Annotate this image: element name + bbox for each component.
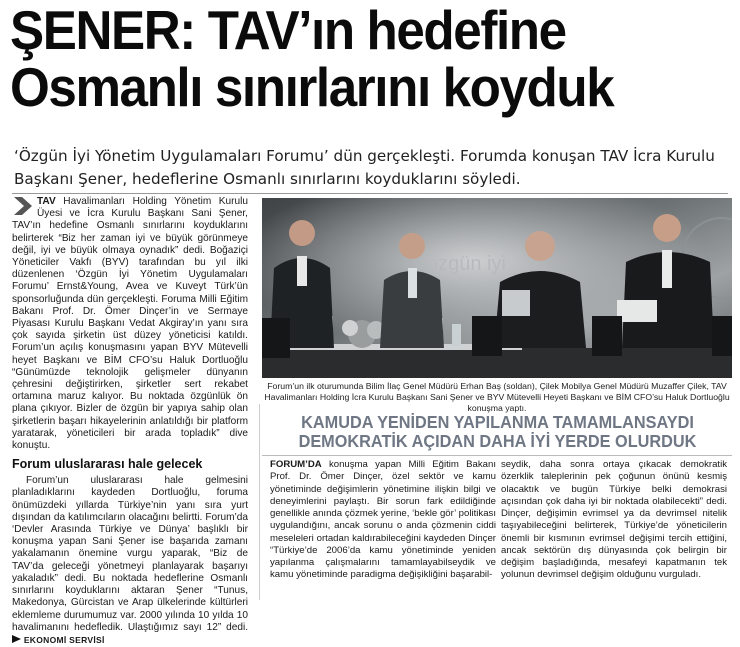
- article-subhead: Forum uluslararası hale gelecek: [12, 457, 203, 472]
- box-headline: [281, 413, 713, 451]
- headline: [10, 2, 681, 116]
- article-lead: TAV: [37, 196, 56, 207]
- box-body-1: konuşma yapan Milli Eğitim Bakanı Prof. Dr. Ömer Dinçer, özel sektör ve kamu yönetiminde değişimlerin yönetimine ilişkin bilgi ve deneyimlerini paylaştı. Bir sorun fark edildiğinde genellikle anında çözmek yerine, ‘bekle gör’ politikası uygulandığını, ancak sorunu o anda çözmenin ciddi meseleleri ortadan kaldırabileceğini kaydeden Dinçer “Türkiye’de 2006’da kamu yönetiminde yeniden yapılanma çalışmalarını tamamlayabilseydik ve kamu yönetiminde paradigma değişikliğini başarabil-: [270, 459, 496, 581]
- forum-photo: [262, 198, 732, 378]
- forum-photo-image: [262, 198, 732, 378]
- byline: EKONOMİ SERVİSİ: [23, 634, 105, 645]
- backdrop-text: ozgün iyi: [427, 253, 506, 275]
- box-column-2: seydik, daha sonra ortaya çıkacak demokratik özerklik taleplerinin pek çoğunun önünü kesmiş olacaktık ve bugün Türkiye belki demokrasi açısından çok daha iyi bir noktada olabilecekti” dedi. Dinçer, değişimin evrimsel ya da devrimsel nitelik taşıyabileceğini belirterek, Türkiye’de yöneticilerin önemli bir kısmının evrimsel değişimi tercih ettiğini, ancak sektörün dış dünyasında çok belirgin bir değişim başladığında, mesafeyi kapatmanın tek yolunun devrimsel değişim olduğunu vurguladı.: [501, 459, 727, 581]
- deck-summary: ‘Özgün İyi Yönetim Uygulamaları Forumu’ dün gerçekleşti. Forumda konuşan TAV İcra Kurulu Başkanı Şener, hedeflerine Osmanlı sınırlarını koyduklarını söyledi.: [14, 147, 715, 188]
- photo-caption: Forum’un ilk oturumunda Bilim İlaç Genel Müdürü Erhan Baş (soldan), Çilek Mobilya Genel Müdürü Muzaffer Çilek, TAV Havalimanları Holding İcra Kurulu Başkanı Sani Şener ve BYV Mütevelli Heyeti Başkanı ve BİM CFO’su Haluk Dortluoğlu konuşma yaptı.: [264, 381, 730, 413]
- box-column-1: [270, 459, 496, 582]
- headline-line-1: ŞENER: TAV’ın hedefine: [10, 0, 566, 61]
- box-tag: FORUM’DA: [270, 459, 322, 470]
- headline-line-2: Osmanlı sınırlarını koyduk: [10, 56, 614, 118]
- play-icon: [12, 635, 21, 643]
- chevron-right-icon: [12, 196, 34, 216]
- box-headline-line-2: DEMOKRATİK AÇIDAN DAHA İYİ YERDE OLURDUK: [298, 431, 697, 451]
- divider: [12, 193, 728, 194]
- divider: [262, 455, 732, 456]
- article-paragraph-2: [12, 475, 248, 647]
- main-article: [12, 196, 248, 647]
- article-body-1: Havalimanları Holding Yönetim Kurulu Üyesi ve İcra Kurulu Başkanı Sani Şener, TAV’ın hedefine Osmanlı sınırlarını koyduklarını belirterek “Biz her zaman iyi ve büyük görünmeye değil, iyi ve büyük olmaya oynadık” dedi. Boğaziçi Yöneticiler Vakfı (BYV) tarafından bu yıl ilki düzenlenen ‘Özgün İyi Yönetim Uygulamaları Forumu’ Ernst&Young, Avea ve Kuveyt Türk’ün sponsorluğunda dün gerçekleşti. Foruma Milli Eğitim Bakanı Prof. Dr. Ömer Dinçer’in ve Sermaye Piyasası Kurulu Başkanı Vedat Akgiray’ın yanı sıra çok sayıda şirketin üst düzey yöneticisi katıldı. Forum’un açılış konuşmasını yapan BYV Mütevelli heyet Başkanı ve BİM CFO’su Haluk Dortluoğlu “Günümüzde teknolojik gelişmeler dünyanın çehresini değiştirirken, şirketler sert rekabet ortamına maruz kalıyor. Bu noktada özgünlük ön plana çıkıyor. Bizler de özgün bir yapıya sahip olan şirketlerin başarı hikayelerinin anlatıldığı bir platform yaratarak, yöneticileri bir arada topladık” dive konuştu.: [12, 196, 248, 452]
- box-headline-line-1: KAMUDA YENİDEN YAPILANMA TAMAMLANSAYDI: [301, 412, 694, 432]
- article-body-2: Forum’un uluslararası hale gelmesini planladıklarını kaydeden Dortluoğlu, foruma önümüzdeki yıllarda Türkiye’nin yanı sıra yurt dışından da katılımcıların olacağını belirtti. Forum’da ‘Devler Arasında Türkiye ve Dünya’ başlıklı bir konuşma yapan Sani Şener ise başarıda zamanı yakalamanın önemine vurgu yaparak, “Biz de TAV’da geleceği yönetmeyi planlayarak başarıyı yakaladık” dedi. Bu noktada hedeflerine Osmanlı sınırlarını koyduklarını aktaran Şener “Tunus, Makedonya, Gürcistan ve Arap ülkelerinde kültürleri eklemleme durumumuz var. 2000 yılında 10 yılda 10 havalimanını hedefledik. Ulaştığımız sayı 12” dedi.: [12, 475, 248, 633]
- article-paragraph-1: [12, 196, 248, 452]
